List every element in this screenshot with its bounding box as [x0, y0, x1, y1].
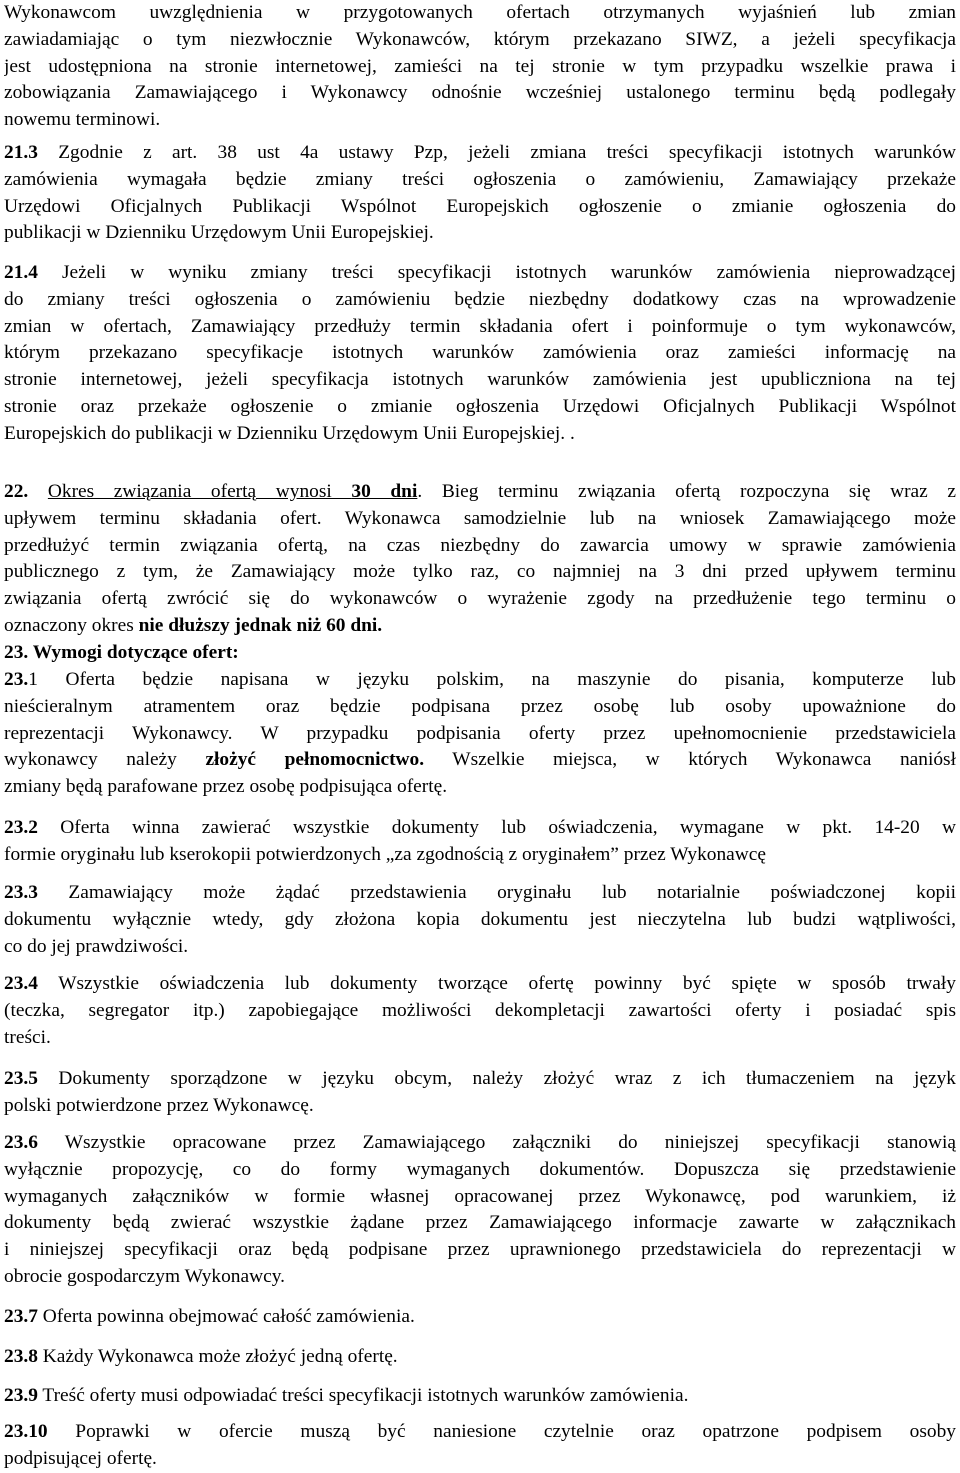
text-line	[4, 1025, 956, 1052]
text-line	[4, 1344, 956, 1371]
text-line	[4, 1093, 956, 1120]
text-line	[4, 1419, 956, 1446]
text-run: do zmiany treści ogłoszenia o zamówieniu będzie niezbędny dodatkowy czas na wprowadzenie	[4, 288, 956, 310]
paragraph-21-3	[4, 140, 956, 247]
text-run: 23.6	[4, 1132, 38, 1153]
text-run: 23.7	[4, 1306, 38, 1327]
text-run: Każdy Wykonawca może złożyć jedną ofertę.	[37, 1346, 398, 1367]
text-run: Wszystkie opracowane przez Zamawiającego załączniki do niniejszej specyfikacji stanowią	[37, 1132, 956, 1153]
text-line	[4, 842, 956, 869]
text-line	[4, 394, 956, 421]
text-run: Urzędowi Oficjalnych Publikacji Wspólnot Europejskich ogłoszenie o zmianie ogłoszenia do	[4, 195, 956, 217]
text-line	[4, 559, 956, 586]
text-run: Poprawki w ofercie muszą być naniesione czytelnie oraz opatrzone podpisem osoby	[47, 1421, 956, 1442]
text-line	[4, 1210, 956, 1237]
text-run: stronie internetowej, jeżeli specyfikacja istotnych warunków zamówienia jest upubliczniona na tej	[4, 369, 956, 391]
text-line	[4, 340, 956, 367]
text-run: Europejskich do publikacji w Dzienniku Urzędowym Unii Europejskiej. .	[4, 422, 575, 444]
text-line	[4, 586, 956, 613]
text-line	[4, 54, 956, 81]
paragraph-23-4	[4, 971, 956, 1051]
text-run: Wszelkie miejsca, w których Wykonawca naniósł	[424, 749, 956, 771]
text-run: 23.4	[4, 973, 38, 994]
text-line	[4, 1130, 956, 1157]
text-run: nieścieralnym atramentem oraz będzie podpisana przez osobę lub osoby upoważnione do	[4, 695, 956, 717]
paragraph-23-10	[4, 1419, 956, 1473]
text-line	[4, 1184, 956, 1211]
paragraph-23-3	[4, 880, 956, 960]
text-run: wyłącznie propozycję, co do formy wymaganych dokumentów. Dopuszcza się przedstawienie	[4, 1158, 956, 1180]
text-line	[4, 80, 956, 107]
text-run: złożyć pełnomocnictwo.	[205, 749, 425, 771]
text-run: 23.	[4, 669, 29, 690]
text-run: upływem terminu składania ofert. Wykonawca samodzielnie lub na wniosek Zamawiającego może	[4, 507, 956, 529]
text-run: podpisującej ofertę.	[4, 1447, 157, 1469]
paragraph-23-5	[4, 1066, 956, 1120]
text-run: 22.	[4, 481, 29, 502]
text-run: Zamawiający może żądać przedstawienia oryginału lub notarialnie poświadczonej kopii	[37, 882, 956, 903]
text-line	[4, 747, 956, 774]
text-run: Wykonawcom uwzględnienia w przygotowanych ofertach otrzymanych wyjaśnień lub zmian	[4, 2, 956, 23]
text-line	[4, 506, 956, 533]
text-run: formie oryginału lub kserokopii potwierdzonych „za zgodnością z oryginałem” przez Wykonawcę	[4, 843, 766, 865]
text-run: Zgodnie z art. 38 ust 4a ustawy Pzp, jeżeli zmiana treści specyfikacji istotnych warunków	[37, 142, 956, 163]
text-run: . Bieg terminu związania ofertą rozpoczyna się wraz z	[417, 481, 956, 502]
text-line	[4, 1066, 956, 1093]
text-run: polski potwierdzone przez Wykonawcę.	[4, 1094, 314, 1116]
text-run: jest udostępniona na stronie internetowej, zamieści na tej stronie w tym przypadku wszelkie prawa i	[4, 55, 956, 77]
text-line	[4, 260, 956, 287]
text-line	[4, 1446, 956, 1473]
text-run: stronie oraz przekaże ogłoszenie o zmianie ogłoszenia Urzędowi Oficjalnych Publikacji Wspólnot	[4, 395, 956, 417]
paragraph-21-4	[4, 260, 956, 448]
text-run: zawiadamiając o tym niezwłocznie Wykonawców, którym przekazano SIWZ, a jeżeli specyfikacja	[4, 28, 956, 50]
text-run: zobowiązania Zamawiającego i Wykonawcy odnośnie wcześniej ustalonego terminu będą podlegały	[4, 82, 956, 104]
text-run: Treść oferty musi odpowiadać treści specyfikacji istotnych warunków zamówienia.	[37, 1385, 689, 1406]
text-run: Dokumenty sporządzone w języku obcym, należy złożyć wraz z ich tłumaczeniem na język	[37, 1068, 956, 1089]
text-run: 23. Wymogi dotyczące ofert:	[4, 641, 239, 663]
text-line	[4, 880, 956, 907]
text-run: 23.9	[4, 1385, 38, 1406]
text-run: co do jej prawdziwości.	[4, 935, 189, 957]
paragraph-23-2	[4, 815, 956, 869]
text-line	[4, 934, 956, 961]
text-line	[4, 287, 956, 314]
text-line	[4, 667, 956, 694]
text-run: 21.4	[4, 262, 38, 283]
text-line	[4, 367, 956, 394]
text-run: dokumentu wyłącznie wtedy, gdy złożona kopia dokumentu jest nieczytelna lub budzi wątpliwości,	[4, 908, 956, 930]
paragraph-23-1	[4, 667, 956, 801]
text-line	[4, 0, 956, 27]
text-line	[4, 774, 956, 801]
paragraph-23-6	[4, 1130, 956, 1291]
paragraph-23-8	[4, 1344, 956, 1371]
text-line	[4, 533, 956, 560]
text-line	[4, 27, 956, 54]
text-run: 23.8	[4, 1346, 38, 1367]
text-line	[4, 815, 956, 842]
text-line	[4, 421, 956, 448]
text-run: nie dłuższy jednak niż 60 dni.	[138, 614, 383, 636]
paragraph-21-2-cont	[4, 0, 956, 134]
text-line	[4, 314, 956, 341]
paragraph-23-7	[4, 1304, 956, 1331]
text-run: treści.	[4, 1026, 51, 1048]
paragraph-22	[4, 479, 956, 667]
text-line	[4, 998, 956, 1025]
text-run: 23.2	[4, 817, 38, 838]
text-line	[4, 971, 956, 998]
text-run: przedłużyć termin związania ofertą, na czas niezbędny do zawarcia umowy w sprawie zamówienia	[4, 534, 956, 556]
text-run: 1 Oferta będzie napisana w języku polskim, na maszynie do pisania, komputerze lub	[28, 669, 956, 690]
text-line	[4, 1264, 956, 1291]
text-run: 21.3	[4, 142, 38, 163]
text-run: obrocie gospodarczym Wykonawcy.	[4, 1265, 285, 1287]
text-run	[28, 481, 48, 502]
text-run: zmiany będą parafowane przez osobę podpisująca ofertę.	[4, 776, 448, 798]
text-run: zamówienia wymagała będzie zmiany treści ogłoszenia o zamówieniu, Zamawiający przekaże	[4, 168, 956, 190]
text-line	[4, 167, 956, 194]
text-line	[4, 1237, 956, 1264]
text-run: publikacji w Dzienniku Urzędowym Unii Europejskiej.	[4, 222, 434, 244]
text-line	[4, 613, 956, 640]
text-line	[4, 694, 956, 721]
text-run: reprezentacji Wykonawcy. W przypadku podpisania oferty przez upełnomocnienie przedstawiciela	[4, 722, 956, 744]
text-run: Wszystkie oświadczenia lub dokumenty tworzące ofertę powinny być spięte w sposób trwały	[37, 973, 956, 994]
text-line	[4, 1304, 956, 1331]
text-run: 23.10	[4, 1421, 48, 1442]
text-run: wykonawcy należy	[4, 749, 206, 771]
text-run: Oferta winna zawierać wszystkie dokumenty lub oświadczenia, wymagane w pkt. 14-20 w	[37, 817, 956, 838]
text-run: związania ofertą zwrócić się do wykonawców o wyrażenie zgody na przedłużenie tego terminu o	[4, 588, 956, 610]
text-run: dokumenty będą zwierać wszystkie żądane przez Zamawiającego informacje zawarte w załącznikach	[4, 1212, 956, 1234]
text-line	[4, 479, 956, 506]
text-run: wymaganych załączników w formie własnej opracowanej przez Wykonawcę, pod warunkiem, iż	[4, 1185, 956, 1207]
text-run: i niniejszej specyfikacji oraz będą podpisane przez uprawnionego przedstawiciela do reprezentacji w	[4, 1239, 956, 1261]
text-run: Oferta powinna obejmować całość zamówienia.	[37, 1306, 415, 1327]
text-line	[4, 907, 956, 934]
text-line	[4, 194, 956, 221]
text-run: (teczka, segregator itp.) zapobiegające możliwości dekompletacji zawartości oferty i posiadać spis	[4, 999, 956, 1021]
text-run: Okres związania ofertą wynosi	[47, 481, 352, 502]
text-line	[4, 721, 956, 748]
text-run: zmian w ofertach, Zamawiający przedłuży termin składania ofert i poinformuje o tym wykonawców,	[4, 315, 956, 337]
text-line	[4, 1383, 956, 1410]
text-run: oznaczony okres	[4, 614, 139, 636]
text-line	[4, 107, 956, 134]
text-line	[4, 1157, 956, 1184]
paragraph-23-9	[4, 1383, 956, 1410]
text-line	[4, 140, 956, 167]
text-line	[4, 640, 956, 667]
text-run: Jeżeli w wyniku zmiany treści specyfikacji istotnych warunków zamówienia nieprowadzącej	[37, 262, 956, 283]
text-run: publicznego z tym, że Zamawiający może tylko raz, co najmniej na 3 dni przed upływem terminu	[4, 561, 956, 583]
text-run: 23.3	[4, 882, 38, 903]
text-run: 23.5	[4, 1068, 38, 1089]
text-line	[4, 220, 956, 247]
text-run: 30 dni	[351, 481, 418, 502]
text-run: nowemu terminowi.	[4, 109, 161, 131]
text-run: którym przekazano specyfikacje istotnych warunków zamówienia oraz zamieści informację na	[4, 342, 956, 364]
